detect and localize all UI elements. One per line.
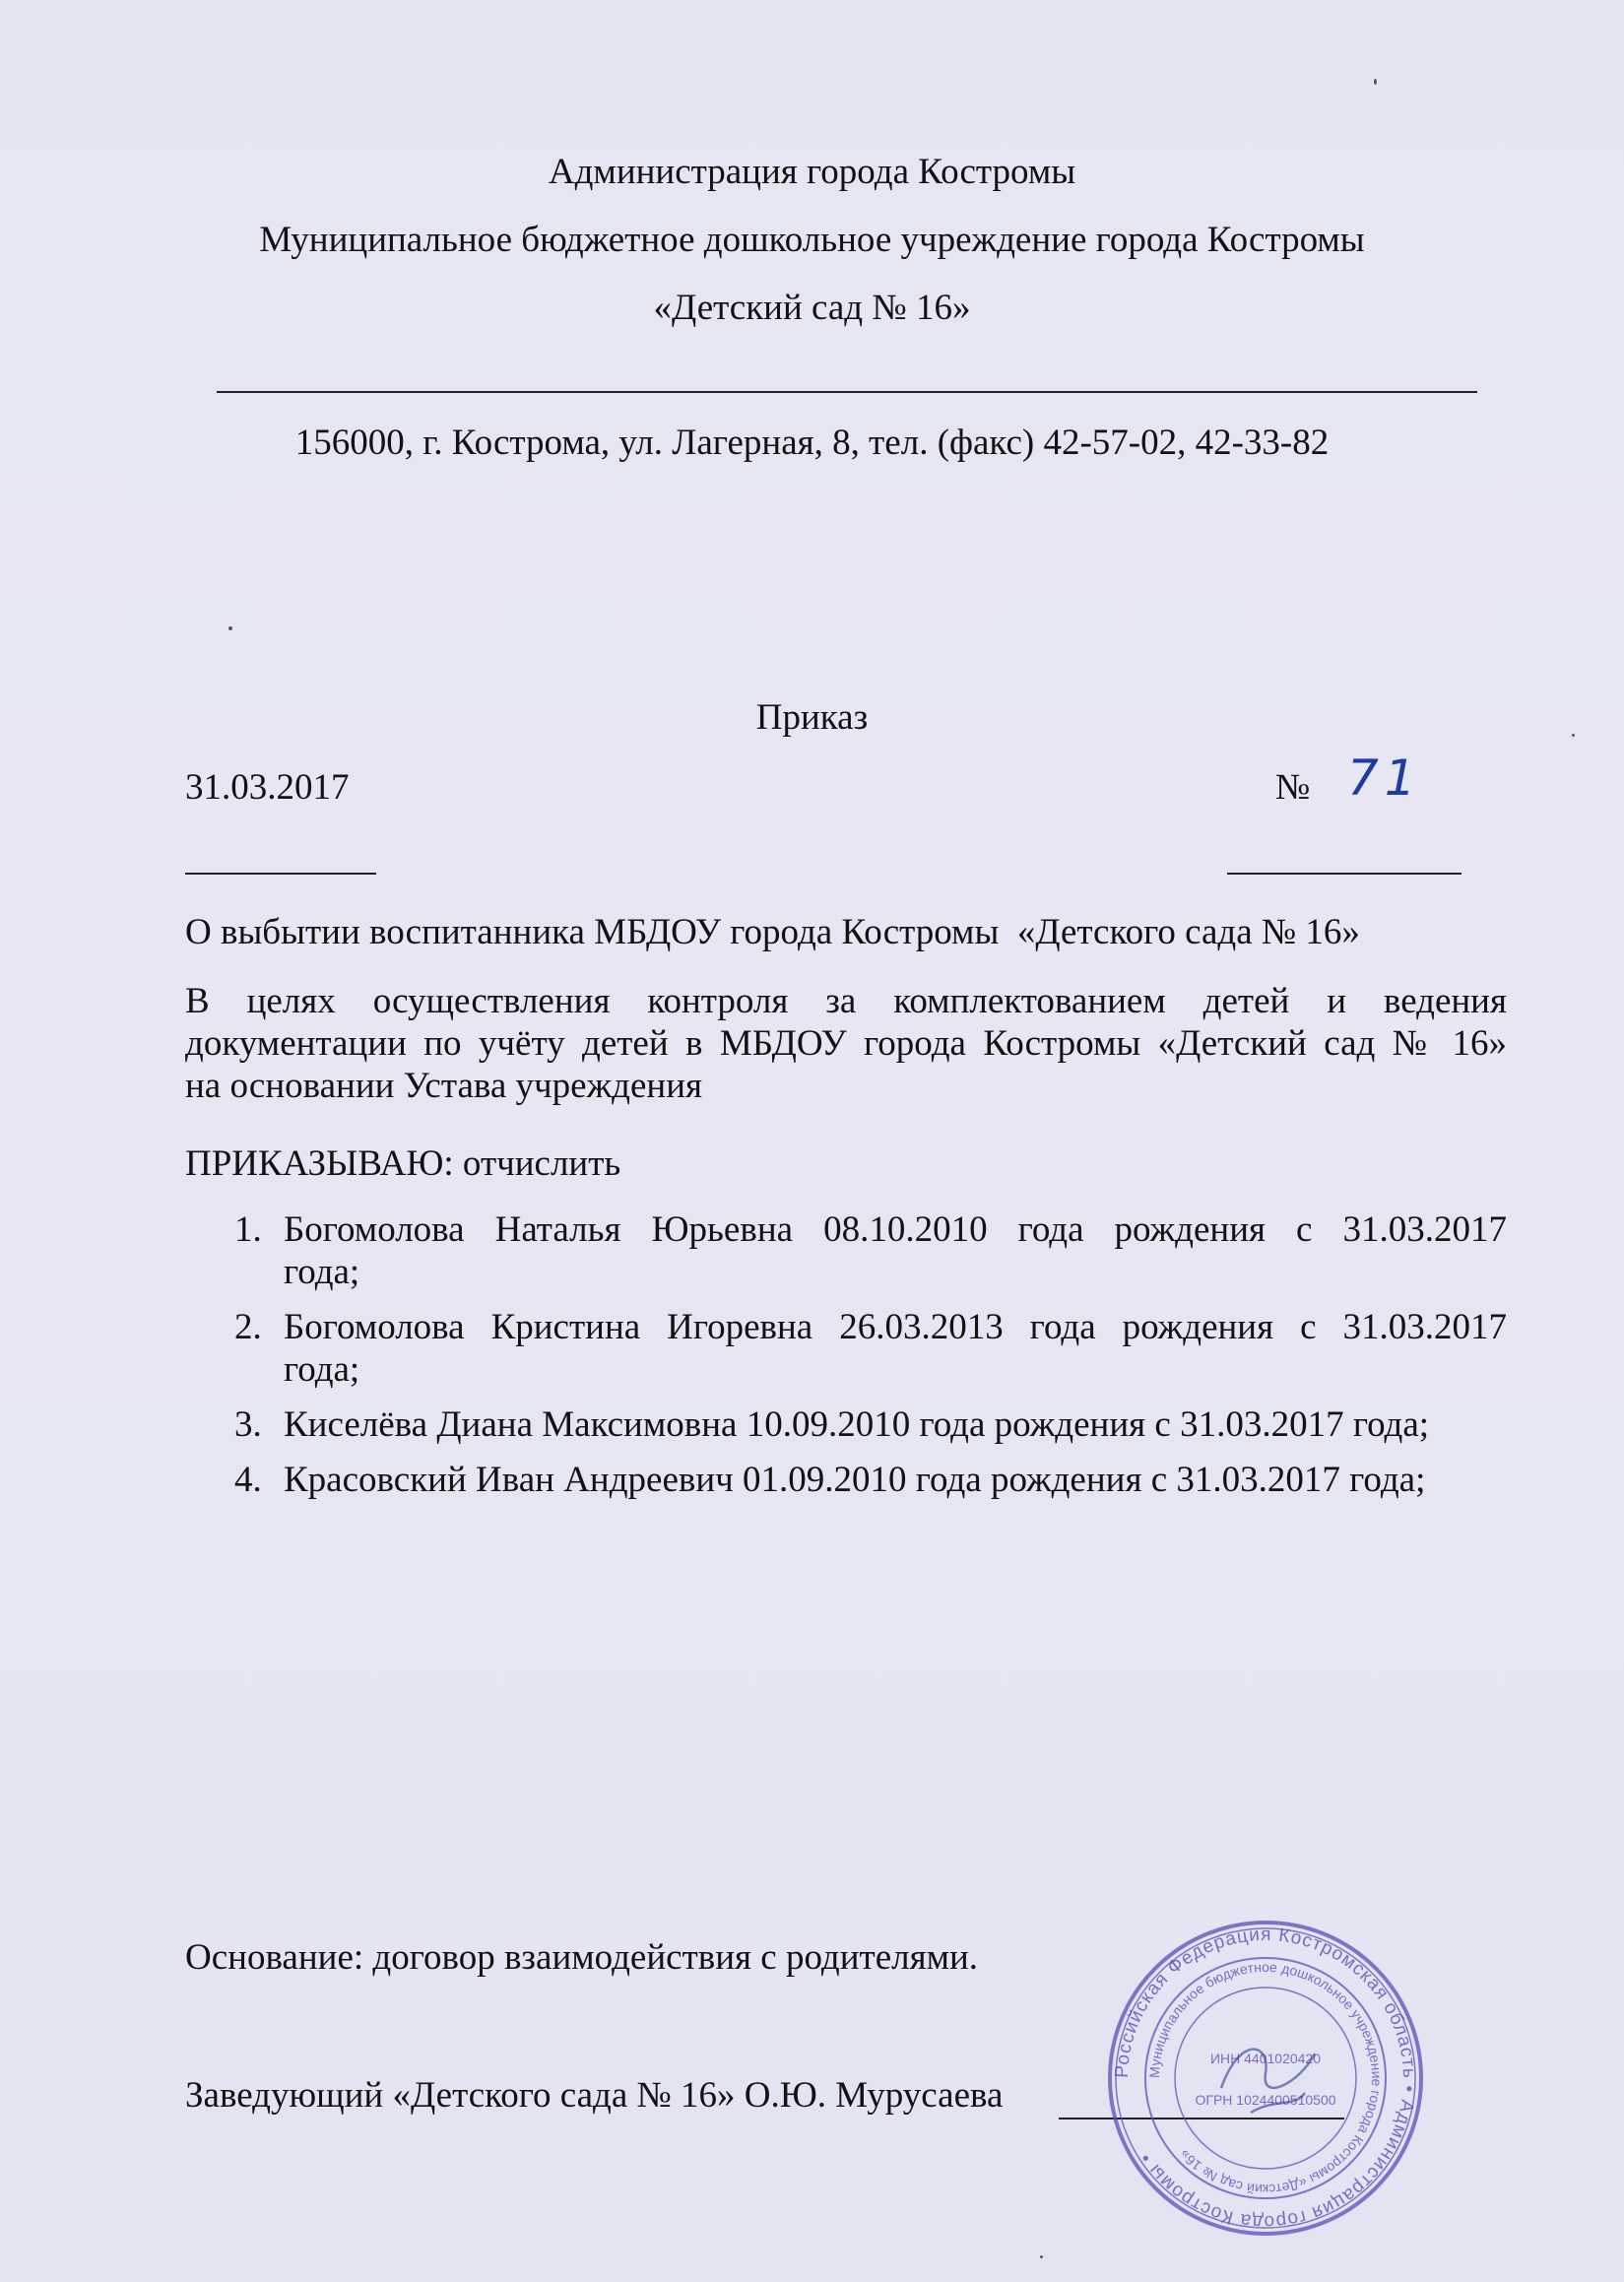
paper-speck (1040, 2255, 1043, 2258)
handwritten-number: 71 (1347, 750, 1422, 807)
preamble-line: документации по учёту детей в МБДОУ города Костромы «Детский сад № 16» (185, 1023, 1507, 1064)
list-item-text: Богомолова Наталья Юрьевна 08.10.2010 года рождения с 31.03.2017 (284, 1209, 1507, 1250)
stamp-outer-text: Российская Федерация Костромская область • Администрация города Костромы • (1111, 1923, 1420, 2233)
list-item-text-continued: года; (284, 1252, 360, 1292)
document-title: Приказ (755, 697, 869, 738)
official-stamp (1103, 1916, 1428, 2241)
list-item-number: 2. (234, 1307, 262, 1347)
header-kindergarten: «Детский сад № 16» (653, 288, 971, 328)
header-administration: Администрация города Костромы (548, 152, 1076, 192)
paper-speck (228, 626, 232, 630)
number-sign: № (1275, 767, 1311, 808)
order-statement: ПРИКАЗЫВАЮ: отчислить (185, 1143, 621, 1184)
list-item-text: Богомолова Кристина Игоревна 26.03.2013 года рождения с 31.03.2017 (284, 1307, 1507, 1347)
stamp-center-line: ИНН 4401020420 (1209, 2051, 1322, 2066)
list-item-number: 3. (234, 1404, 262, 1445)
list-item-number: 1. (234, 1209, 262, 1250)
preamble-paragraph (185, 980, 1507, 1107)
list-item (234, 1306, 1507, 1391)
paper-speck (1572, 734, 1575, 737)
header-divider (217, 391, 1477, 393)
header-address: 156000, г. Кострома, ул. Лагерная, 8, тел. (факс) 42-57-02, 42-33-82 (294, 423, 1330, 463)
document-date: 31.03.2017 (185, 767, 350, 808)
list-item (234, 1208, 1507, 1293)
stamp-center-line: ОГРН 1024400510500 (1195, 2092, 1336, 2108)
preamble-line: В целях осуществления контроля за комплектованием детей и ведения (185, 981, 1507, 1021)
head-signature-line: Заведующий «Детского сада № 16» О.Ю. Мурусаева (185, 2075, 1004, 2116)
list-item-text-continued: года; (284, 1349, 360, 1390)
stamp-inner-text: Муниципальное бюджетное дошкольное учреждение города Костромы «Детский сад № 16» (1145, 1958, 1386, 2198)
list-item (234, 1403, 1507, 1446)
expelled-children-list (234, 1208, 1507, 1514)
list-item-text: Киселёва Диана Максимовна 10.09.2010 года рождения с 31.03.2017 года; (284, 1404, 1430, 1445)
number-underline (1227, 873, 1462, 875)
document-subject: О выбытии воспитанника МБДОУ города Костромы «Детского сада № 16» (185, 912, 1360, 952)
preamble-line: на основании Устава учреждения (185, 1066, 703, 1106)
basis-statement: Основание: договор взаимодействия с родителями. (185, 1937, 979, 1978)
header-institution: Муниципальное бюджетное дошкольное учреждение города Костромы (259, 220, 1365, 260)
list-item (234, 1459, 1507, 1501)
list-item-number: 4. (234, 1460, 262, 1500)
paper-speck (1374, 79, 1377, 85)
list-item-text: Красовский Иван Андреевич 01.09.2010 года рождения с 31.03.2017 года; (284, 1460, 1426, 1500)
date-underline (185, 873, 376, 875)
